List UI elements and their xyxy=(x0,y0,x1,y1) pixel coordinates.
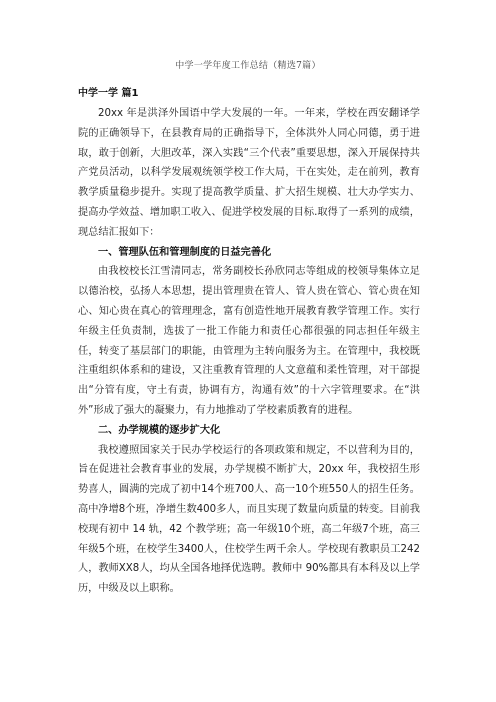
paragraph-management: 由我校校长江雪清同志，常务副校长孙欣同志等组成的校领导集体立足以德治校，弘扬人本思想，提出管理贵在管人、管人贵在管心、管心贵在知心、知心贵在真心的管理理念，富有创造性地开展教育教学管理工作。实行年级主任负责制，选拔了一批工作能力和责任心都很强的同志担任年级主任，转变了基层部门的职能，由管理为主转向服务为主。在管理中，我校既注重组织体系和的建设，又注重教育管理的人文意蕴和柔性管理，对干部提出“分管有度，守土有责，协调有方，沟通有效”的十六字管理要求。在“洪外”形成了强大的凝聚力，有力地推动了学校素质教育的进程。 xyxy=(78,266,420,416)
document-header-title: 中学一学年度工作总结（精选7篇） xyxy=(175,61,321,71)
paragraph-scale: 我校遵照国家关于民办学校运行的各项政策和规定，不以营利为目的，旨在促进社会教育事业的发展，办学规模不断扩大，20xx 年，我校招生形势喜人，圆满的完成了初中14个班700人、高一10个班550人的招生任务。高中净增8个班，净增生数400多人，而且实现了数量向质量的转变。目前我校现有初中 14 轨，42 个教学班；高一年级10个班，高二年级7个班，高三年级5个班，在校学生3400人，住校学生两千余人。学校现有教职员工242人，教师XX8人，均从全国各地择优选聘。教师中 90%都具有本科及以上学历，中级及以上职称。 xyxy=(78,444,420,595)
section-title: 中学一学 篇1 xyxy=(78,88,139,99)
article-body xyxy=(78,84,420,599)
paragraph-intro: 20xx 年是洪泽外国语中学大发展的一年。一年来，学校在西安翻译学院的正确领导下，在县教育局的正确指导下，全体洪外人同心同德，勇于进取，敢于创新，大胆改革，深入实践“三个代表”重要思想，深入开展保持共产党员活动，以科学发展观统领学校工作大局，干在实处，走在前列，教育教学质量稳步提升。实现了提高教学质量、扩大招生规模、壮大办学实力、提高办学效益、增加职工收入、促进学校发展的目标.取得了一系列的成绩，现总结汇报如下： xyxy=(78,108,420,238)
heading-management: 一、管理队伍和管理制度的日益完善化 xyxy=(98,246,272,258)
heading-scale: 二、办学规模的逐步扩大化 xyxy=(98,424,221,436)
